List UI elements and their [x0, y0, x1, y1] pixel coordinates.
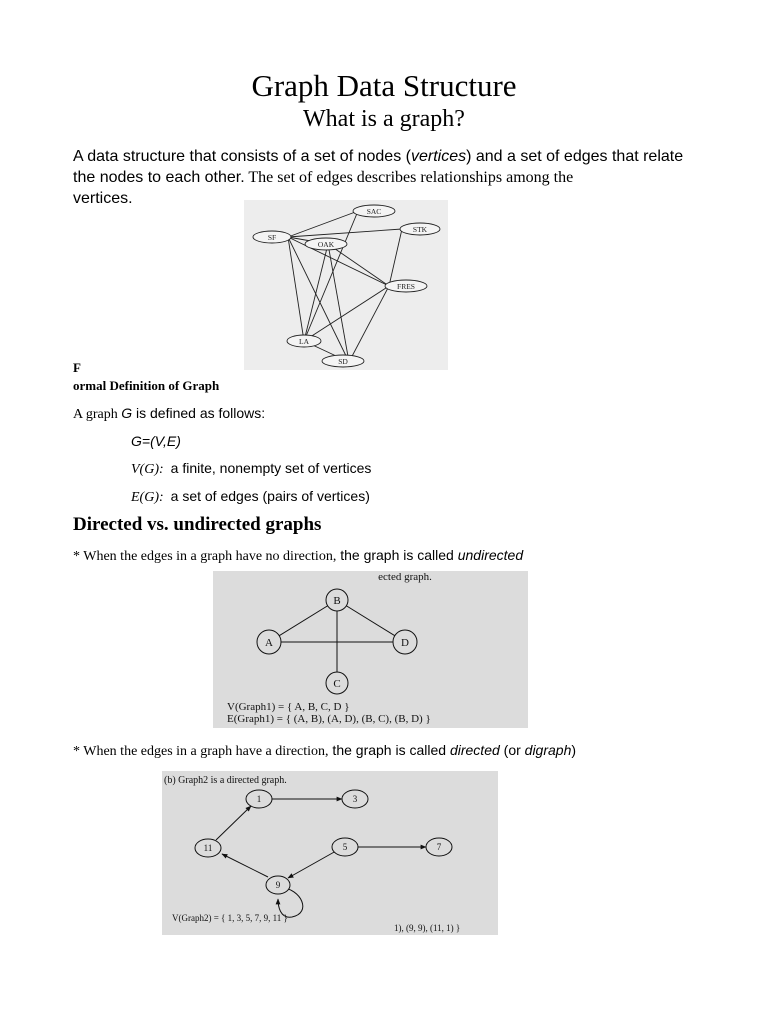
node-label: 1	[256, 794, 262, 804]
v-term: V(G):	[131, 462, 164, 477]
dir-c: directed	[449, 742, 500, 758]
definition-edges	[131, 488, 370, 506]
node-label: SF	[267, 233, 277, 242]
node-label: D	[401, 637, 409, 649]
directed-graph-figure	[162, 771, 498, 935]
node-label: 5	[342, 842, 348, 852]
dir-b: the graph is called	[328, 742, 450, 758]
vertex-set: V(Graph2) = { 1, 3, 5, 7, 9, 11 }	[172, 913, 288, 923]
node-label: SAC	[366, 207, 382, 216]
dir-a: * When the edges in a graph have a direction,	[73, 744, 329, 759]
e-term: E(G):	[131, 490, 164, 505]
edge-set: E(Graph1) = { (A, B), (A, D), (B, C), (B, D) }	[227, 713, 431, 725]
v-def: a finite, nonempty set of vertices	[170, 460, 372, 476]
undir-b: the graph is called	[336, 547, 458, 563]
edge-set-fragment: 1), (9, 9), (11, 1) }	[394, 923, 461, 933]
intro-vertices: vertices	[410, 148, 467, 165]
undirected-graph-figure	[213, 571, 528, 728]
definition-heading: ormal Definition of Graph	[73, 378, 220, 393]
dir-f: )	[571, 742, 577, 758]
node-label: SD	[338, 357, 348, 366]
e-def: a set of edges (pairs of vertices)	[170, 488, 370, 504]
page-subtitle: What is a graph?	[303, 106, 465, 132]
dir-e: digraph	[524, 742, 572, 758]
intro-part4: vertices.	[73, 190, 133, 207]
def-intro-g: G	[121, 405, 133, 421]
page-title: Graph Data Structure	[251, 68, 517, 103]
definition-intro	[73, 405, 265, 423]
definition-heading-first-letter: F	[73, 360, 81, 375]
undir-c: undirected	[457, 547, 524, 563]
node-label: 7	[436, 842, 442, 852]
node-label: B	[333, 595, 341, 607]
intro-part2: ) and a set of edges that relate the nodes to each other.	[73, 148, 684, 186]
figure-caption: (b) Graph2 is a directed graph.	[164, 775, 287, 786]
undirected-graph-svg	[213, 571, 528, 728]
node-label: OAK	[317, 240, 335, 249]
directed-description	[73, 742, 576, 760]
def-intro-b: is defined as follows:	[132, 405, 266, 421]
figure-caption: ected graph.	[378, 571, 432, 583]
node-label: C	[333, 678, 341, 690]
intro-part3: The set of edges describes relationships among the	[244, 169, 574, 186]
node-label: A	[265, 637, 273, 649]
intro-part1: A data structure that consists of a set of nodes (	[73, 148, 411, 165]
undirected-description	[73, 547, 523, 565]
node-label: 11	[203, 843, 213, 853]
city-graph-figure	[244, 200, 448, 370]
city-graph-svg	[244, 200, 448, 370]
node-label: LA	[299, 337, 309, 346]
directed-graph-svg	[162, 771, 498, 935]
def-intro-a: A graph	[73, 407, 122, 422]
definition-equation: G=(V,E)	[131, 433, 181, 449]
section-heading-directed: Directed vs. undirected graphs	[73, 514, 322, 535]
node-label: STK	[412, 225, 428, 234]
undir-a: * When the edges in a graph have no direction,	[73, 549, 337, 564]
vertex-set: V(Graph1) = { A, B, C, D }	[227, 701, 350, 713]
node-label: FRES	[397, 282, 415, 291]
dir-d: (or	[499, 742, 525, 758]
node-label: 9	[275, 880, 281, 890]
definition-vertices	[131, 460, 371, 478]
node-label: 3	[352, 794, 358, 804]
